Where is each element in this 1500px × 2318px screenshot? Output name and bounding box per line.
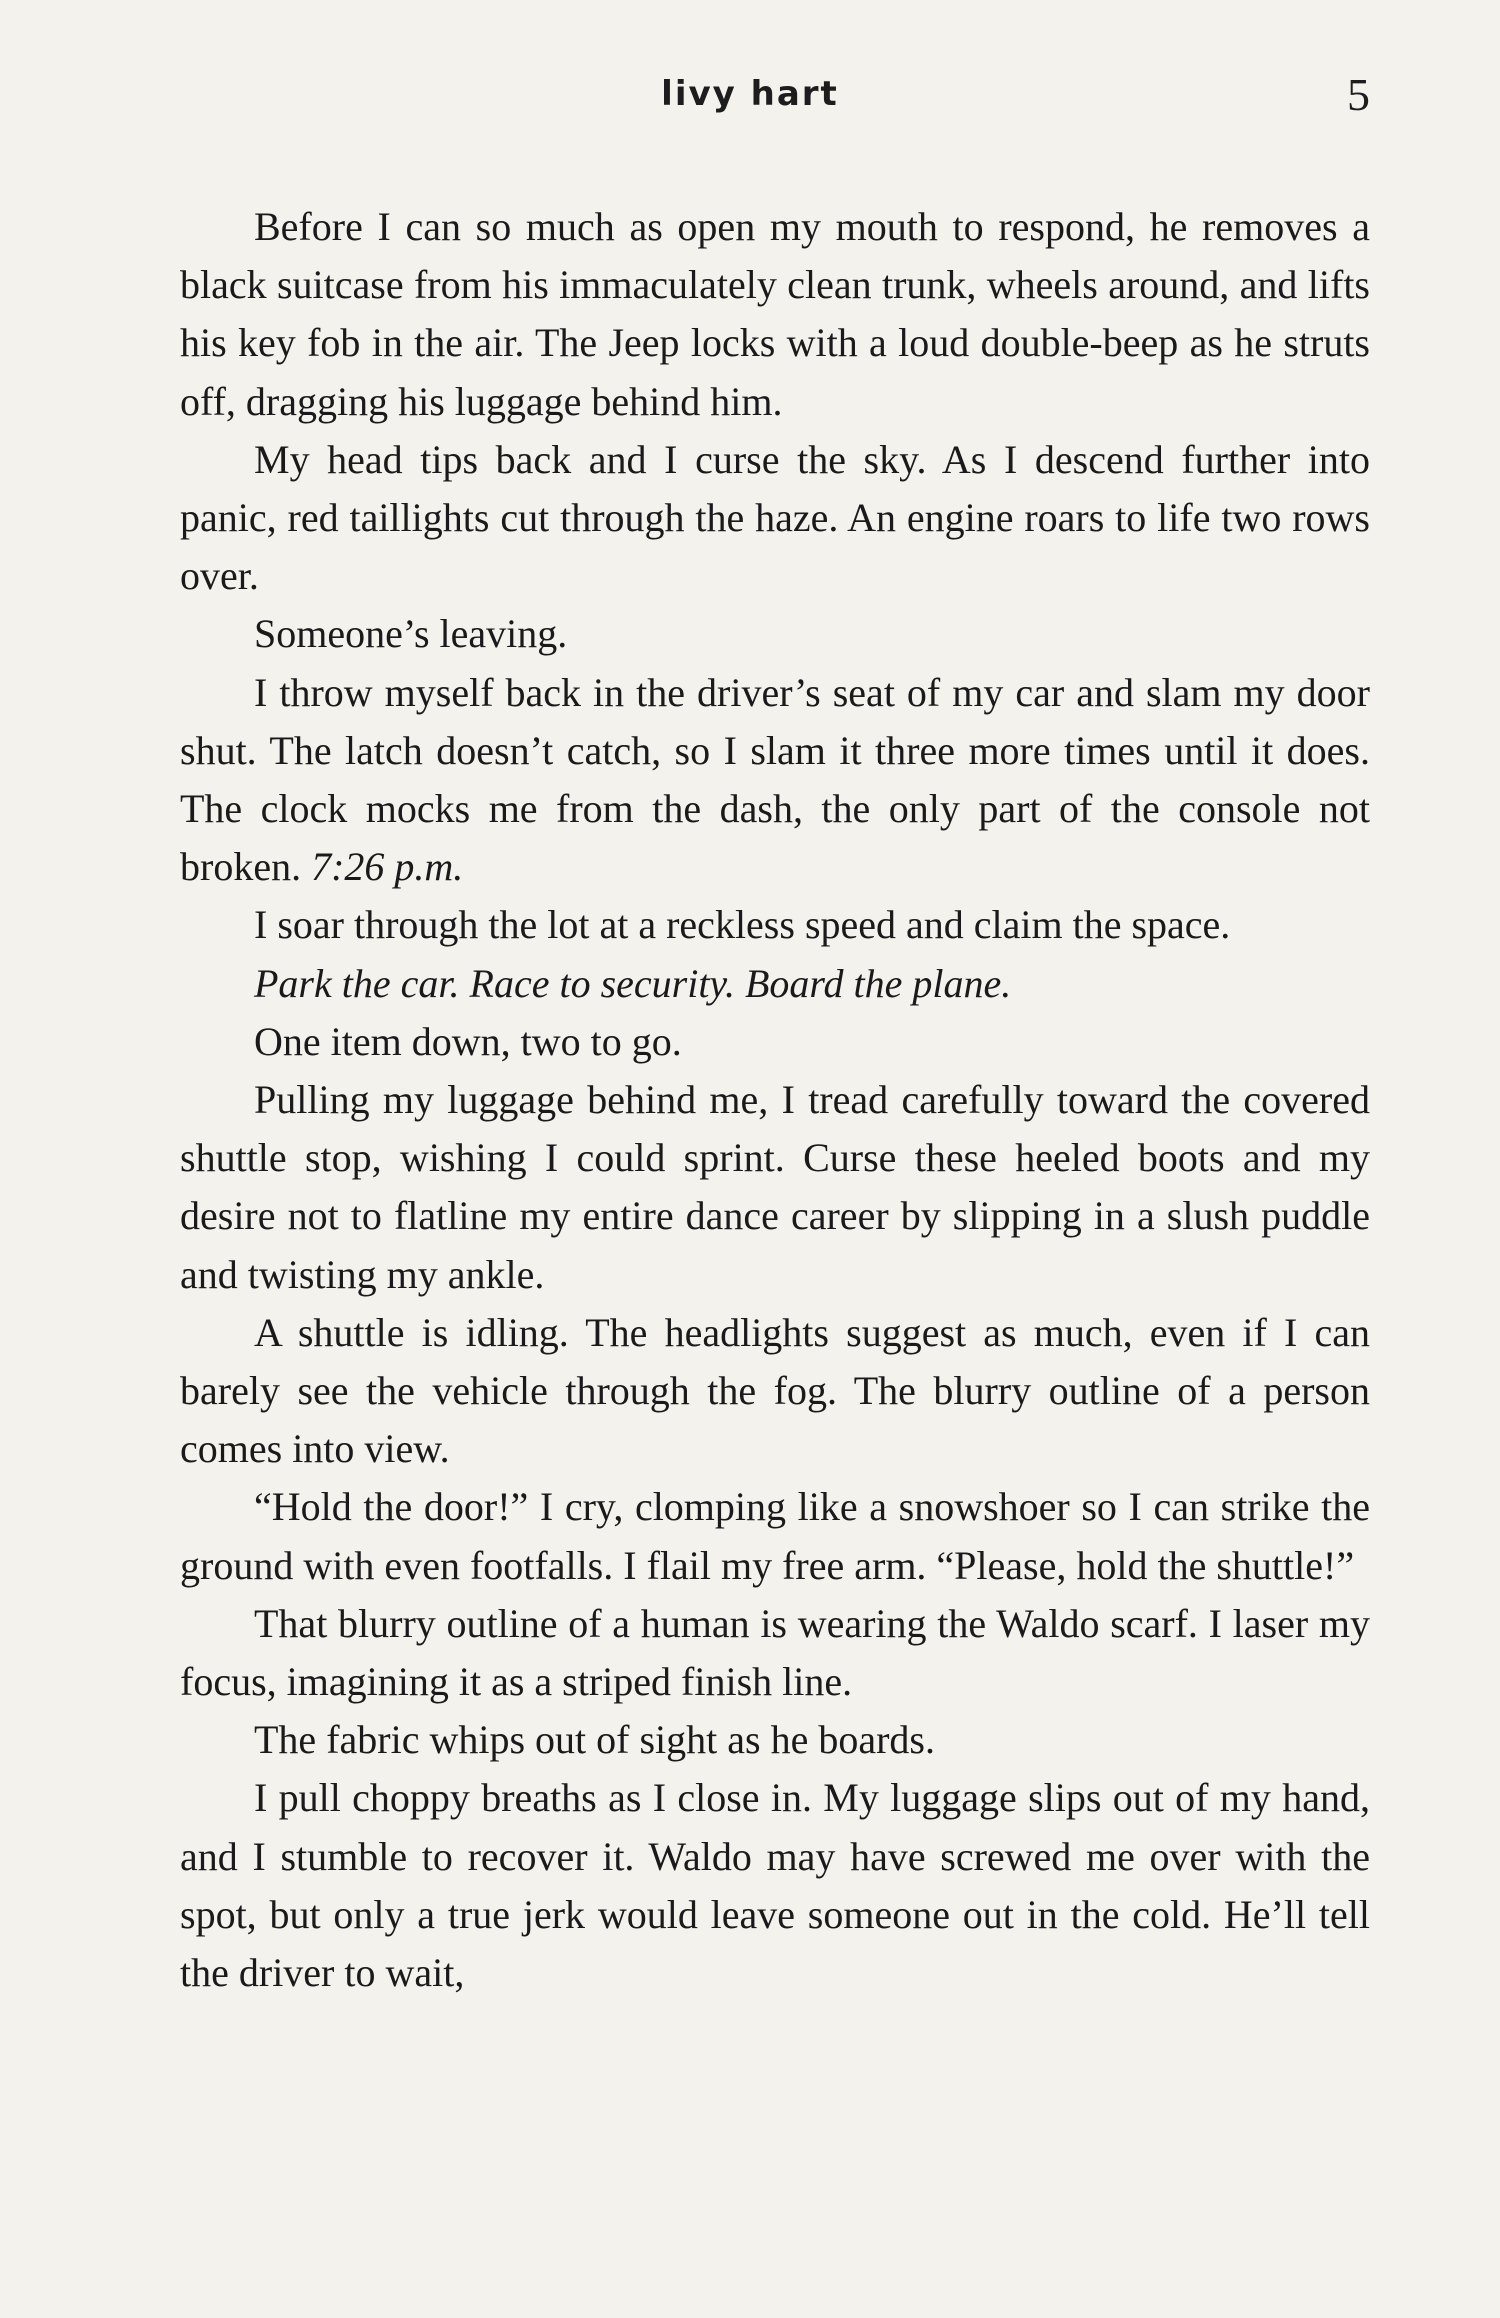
paragraph: The fabric whips out of sight as he boards. xyxy=(254,1717,935,1763)
paragraph-italic-time: 7:26 p.m. xyxy=(311,844,464,890)
paragraph: My head tips back and I curse the sky. As I descend further into panic, red taillights cut through the haze. An engine roars to life two rows over. xyxy=(180,436,1370,599)
paragraph: Before I can so much as open my mouth to respond, he removes a black suitcase from his immaculately clean trunk, wheels around, and lifts his key fob in the air. The Jeep locks with a loud double-beep as he struts off, dragging his luggage behind him. xyxy=(180,204,1370,424)
paragraph-text: I throw myself back in the driver’s seat of my car and slam my door shut. The latch doesn’t catch, so I slam it three more times until it does. The clock mocks me from the dash, the only part of the console not broken. xyxy=(180,669,1370,890)
running-head-author: livy hart xyxy=(661,74,839,114)
paragraph-italic: Park the car. Race to security. Board the plane. xyxy=(254,960,1012,1006)
paragraph: A shuttle is idling. The headlights suggest as much, even if I can barely see the vehicle through the fog. The blurry outline of a person comes into view. xyxy=(180,1309,1370,1472)
paragraph: Someone’s leaving. xyxy=(254,611,568,657)
paragraph: I soar through the lot at a reckless speed and claim the space. xyxy=(254,902,1231,948)
paragraph: That blurry outline of a human is wearing the Waldo scarf. I laser my focus, imagining it as a striped finish line. xyxy=(180,1600,1370,1705)
running-head xyxy=(0,68,1500,128)
paragraph: “Hold the door!” I cry, clomping like a snowshoer so I can strike the ground with even footfalls. I flail my free arm. “Please, hold the shuttle!” xyxy=(180,1484,1370,1588)
page-number: 5 xyxy=(1347,69,1370,120)
paragraph xyxy=(180,664,1370,897)
paragraph: I pull choppy breaths as I close in. My luggage slips out of my hand, and I stumble to recover it. Waldo may have screwed me over with the spot, but only a true jerk would leave someone out in the cold. He’ll tell the driver to wait, xyxy=(180,1775,1370,1996)
body-text xyxy=(180,198,1370,2002)
paragraph: One item down, two to go. xyxy=(254,1018,682,1064)
paragraph: Pulling my luggage behind me, I tread carefully toward the covered shuttle stop, wishing I could sprint. Curse these heeled boots and my desire not to flatline my entire dance career by slipping in a slush puddle and twisting my ankle. xyxy=(180,1077,1370,1297)
